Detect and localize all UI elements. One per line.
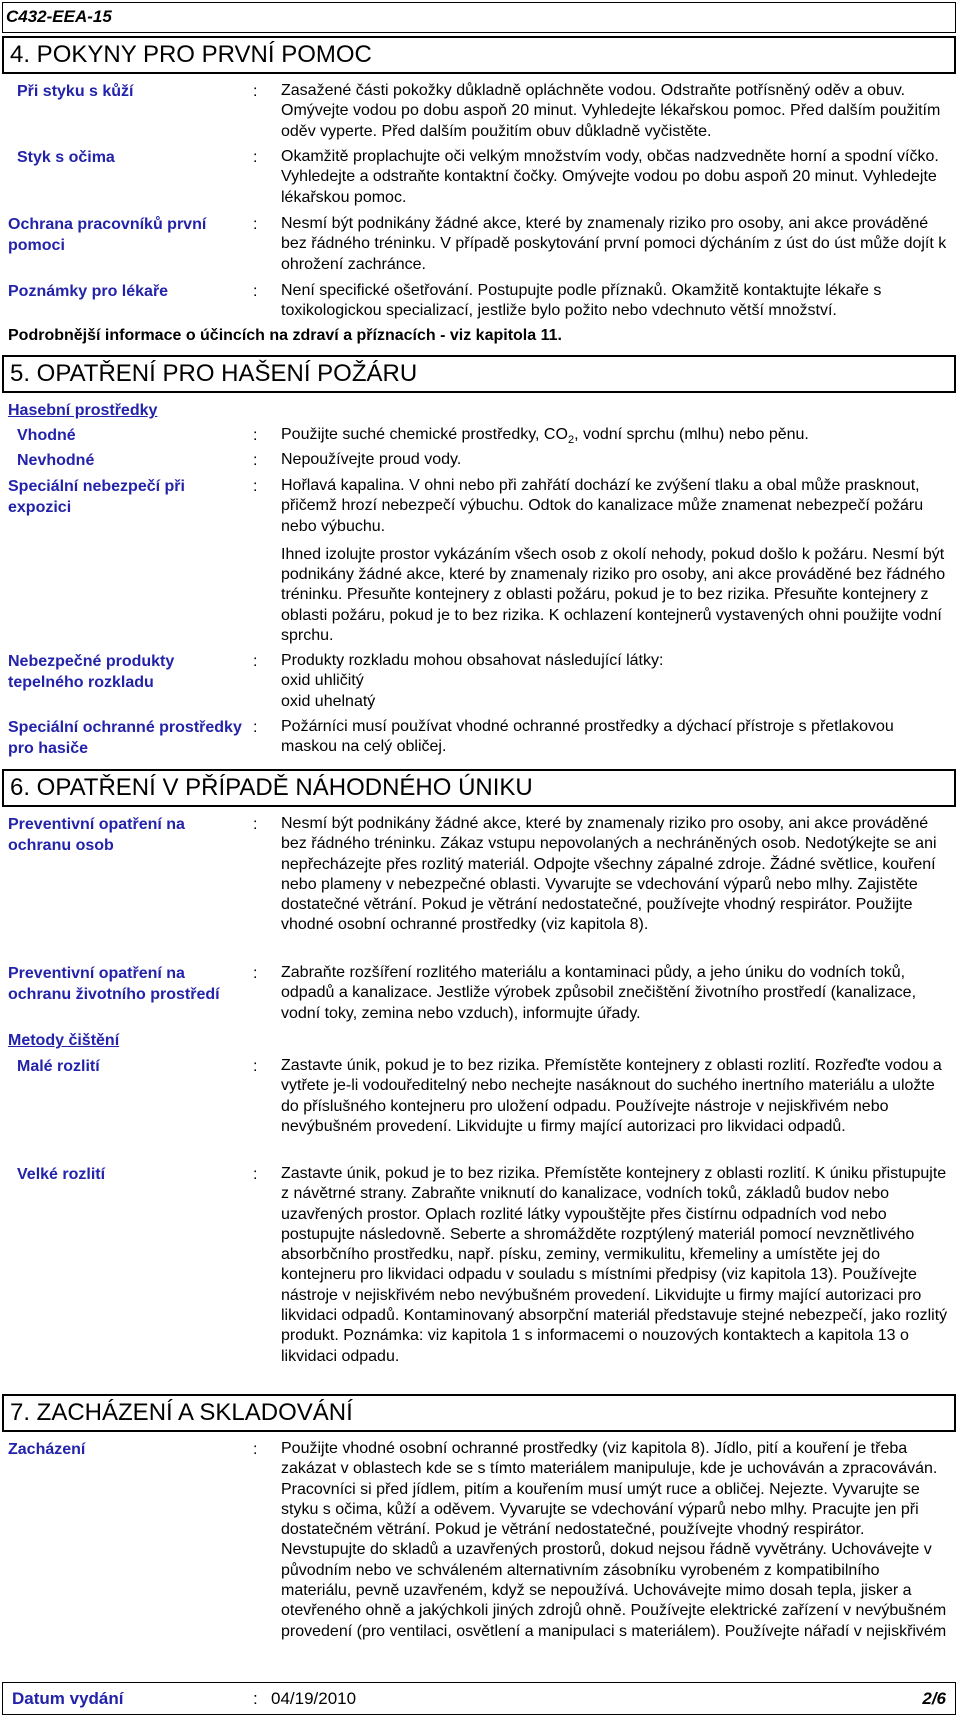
colon: : (253, 478, 258, 495)
unsuitable-label: Nevhodné (17, 452, 95, 469)
physician-notes-label: Poznámky pro lékaře (8, 283, 169, 300)
small-spill-text: Zastavte únik, pokud je to bez rizika. Přemístěte kontejnery z oblasti rozlití. Rozřeďte vodou a vytřete je-li vodouředitelný nebo nechejte nasáknout do suchého inertního materiálu a uložte do příslušného kontejneru pro uložení odpadu. Používejte nástroje v nejiskřivém nebo nevýbušném provedení. Likvidujte u firmy mající autorizaci pro likvidaci odpadů. (281, 1057, 942, 1135)
eye-contact-text: Okamžitě proplachujte oči velkým množstvím vody, občas nadzvedněte horní a spodní víčko. Vyhledejte a odstraňte kontaktní čočky. Omývejte vodou po dobu aspoň 20 minut. Vyhledejte lékařskou pomoc. (281, 148, 939, 206)
eye-contact-label: Styk s očima (17, 149, 115, 166)
issue-date-value: 04/19/2010 (271, 1689, 357, 1708)
section-4-title: 4. POKYNY PRO PRVNÍ POMOC (2, 36, 956, 74)
more-info-note: Podrobnější informace o účincích na zdraví a příznacích - viz kapitola 11. (8, 327, 562, 344)
decomposition-item: oxid uhelnatý (281, 692, 376, 710)
large-spill-text: Zastavte únik, pokud je to bez rizika. Přemístěte kontejnery z oblasti rozlití. K úniku přistupujte z návětrné strany. Zabraňte vniknutí do kanalizace, vodních toků, základů budov nebo uzavřených prostor. Oplach rozlité látky vypouštějte přes čistírnu odpadních vod nebo postupujte následovně. Seberte a shromážděte rozptýlený materiál pomocí nevznětlivého absorbčního prostředku, např. písku, zeminy, vermikulitu, křemeliny a umístěte jej do kontejneru pro likvidaci odpadu v souladu s místními předpisy (viz kapitola 13). Používejte nástroje v nejiskřivém nebo nevýbušném provedení. Likvidujte u firmy mající autorizaci pro likvidaci odpadů. Kontaminovaný absorpční materiál představuje stejné nebezpečí, jako rozlitý produkt. Poznámka: viz kapitola 1 s informacemi o nouzových kontaktech a kapitola 13 o likvidaci odpadu. (281, 1165, 948, 1365)
suitable-label: Vhodné (17, 427, 76, 444)
decomposition-products-label: Nebezpečné produkty tepelného rozkladu (8, 653, 175, 691)
small-spill-label: Malé rozlití (17, 1058, 100, 1075)
special-hazards-paragraph: Ihned izolujte prostor vykázáním všech osob z okolí nehody, pokud došlo k požáru. Nesmí být podnikány žádné akce, které by znamenaly riziko pro osoby, ani akce prováděné bez řádného tréninku. Přesuňte kontejnery z oblasti požáru, pokud je to bez rizika. Přesuňte kontejnery z oblasti požáru, pokud je to bez rizika. K ochlazení kontejnerů vystavených ohni použijte vodní sprchu. (281, 545, 946, 645)
handling-label: Zacházení (8, 1441, 86, 1458)
firefighter-ppe-text: Požárníci musí používat vhodné ochranné prostředky a dýchací přístroje s přetlakovou maskou na celý obličej. (281, 718, 894, 756)
colon: : (253, 452, 258, 469)
colon: : (253, 149, 258, 166)
special-hazards-label: Speciální nebezpečí při expozici (8, 478, 185, 516)
personal-precautions-text: Nesmí být podnikány žádné akce, které by znamenaly riziko pro osoby, ani akce prováděné bez řádného tréninku. Zákaz vstupu nepovolaných a nechráněných osob. Nedotýkejte se ani nepřecházejte přes rozlitý materiál. Odpojte všechny zápalné zdroje. Žádné světlice, kouření nebo plameny v nebezpečné oblasti. Vyvarujte se vdechování výparů nebo mlhy. Zajistěte dostatečné větrání. Pokud je větrání nedostatečné, používejte vhodný respirátor. Použijte vhodné osobní ochranné prostředky (viz kapitola 8). (281, 815, 937, 934)
section-6-title: 6. OPATŘENÍ V PŘÍPADĚ NÁHODNÉHO ÚNIKU (2, 769, 956, 807)
colon: : (253, 216, 258, 233)
handling-text: Použijte vhodné osobní ochranné prostředky (viz kapitola 8). Jídlo, pití a kouření je třeba zakázat v oblastech kde se s tímto materiálem manipuluje, kde je uchováván a zpracováván. Pracovníci si před jídlem, pitím a kouřením musí umýt ruce a obličej. Nejezte. Vyvarujte se styku s očima, kůží a oděvem. Vyvarujte se vdechování výparů nebo mlhy. Pracujte jen při dostatečném větrání. Pokud je větrání nedostatečné, používejte vhodný respirátor. Nevstupujte do skladů a uzavřených prostorů, dokud nejsou řádně vyvětrány. Uchovávejte v původním nebo ve schváleném alternativním zásobníku vyrobeném z kompatibilního materiálu, pevně uzavřeném, když se nepoužívá. Uchovávejte mimo dosah tepla, jisker a otevřeného ohně a jakýchkoli jiných zdrojů ohně. Používejte elektrické zařízení v nevýbušném provedení (pro ventilaci, osvětlení a manipulaci s materiálem). Používejte nářadí v nejiskřivém (281, 1440, 947, 1640)
environmental-precautions-label: Preventivní opatření na ochranu životního prostředí (8, 965, 220, 1003)
first-aider-protection-text: Nesmí být podnikány žádné akce, které by znamenaly riziko pro osoby, ani akce prováděné bez řádného tréninku. V případě poskytování první pomoci dýcháním z úst do úst může dojít k ohrožení zachránce. (281, 215, 947, 273)
large-spill-label: Velké rozlití (17, 1166, 106, 1183)
colon: : (253, 653, 258, 670)
environmental-precautions-text: Zabraňte rozšíření rozlitého materiálu a kontaminaci půdy, a jeho úniku do vodních toků, odpadů a kanalizace. Jestliže výrobek způsobil znečištění životního prostředí (kanalizace, vodní toky, zemina nebo vzduch), informujte úřady. (281, 964, 917, 1022)
colon: : (253, 965, 258, 982)
special-hazards-text (281, 476, 949, 654)
issue-date-label: Datum vydání (12, 1689, 124, 1708)
colon: : (253, 1058, 258, 1075)
extinguishing-media-heading: Hasební prostředky (8, 402, 158, 419)
cleanup-methods-heading: Metody čištění (8, 1032, 120, 1049)
section-5-title: 5. OPATŘENÍ PRO HAŠENÍ POŽÁRU (2, 355, 956, 393)
first-aider-protection-label: Ochrana pracovníků první pomoci (8, 216, 207, 254)
suitable-text: Použijte suché chemické prostředky, $CO_2$, vodní sprchu (mlhu) nebo pěnu. (281, 426, 809, 447)
decomposition-item: oxid uhličitý (281, 672, 364, 690)
colon: : (253, 83, 258, 100)
colon: : (253, 1441, 258, 1458)
unsuitable-text: Nepoužívejte proud vody. (281, 451, 462, 468)
decomposition-products-text: Produkty rozkladu mohou obsahovat následující látky: oxid uhličitý oxid uhelnatý (281, 651, 949, 712)
footer-box (2, 1682, 956, 1715)
colon: : (253, 427, 258, 444)
colon: : (253, 283, 258, 300)
skin-contact-text: Zasažené části pokožky důkladně opláchněte vodou. Odstraňte potřísněný oděv a obuv. Omývejte vodou po dobu aspoň 20 minut. Vyhledejte lékařskou pomoc. Před dalším použitím oděv vyperte. Před dalším použitím obuv důkladně vyčistěte. (281, 82, 941, 140)
special-hazards-paragraph: Hořlavá kapalina. V ohni nebo při zahřátí dochází ke zvýšení tlaku a obal může prasknout, přičemž hrozí nebezpečí výbuchu. Odtok do kanalizace může znamenat nebezpečí požáru nebo výbuchu. (281, 477, 924, 535)
section-7-title: 7. ZACHÁZENÍ A SKLADOVÁNÍ (2, 1394, 956, 1432)
document-code: C432-EEA-15 (6, 7, 112, 26)
physician-notes-text: Není specifické ošetřování. Postupujte podle příznaků. Okamžitě kontaktujte lékaře s toxikologickou specializací, jestliže bylo požito nebo vdechnuto větší množství. (281, 282, 882, 320)
colon: : (253, 1166, 258, 1183)
skin-contact-label: Při styku s kůží (17, 83, 134, 100)
colon: : (253, 719, 258, 736)
firefighter-ppe-label: Speciální ochranné prostředky pro hasiče (8, 719, 242, 757)
colon: : (253, 1689, 258, 1708)
personal-precautions-label: Preventivní opatření na ochranu osob (8, 816, 185, 854)
colon: : (253, 816, 258, 833)
header-box (2, 2, 956, 33)
page-number: 2/6 (922, 1689, 946, 1708)
